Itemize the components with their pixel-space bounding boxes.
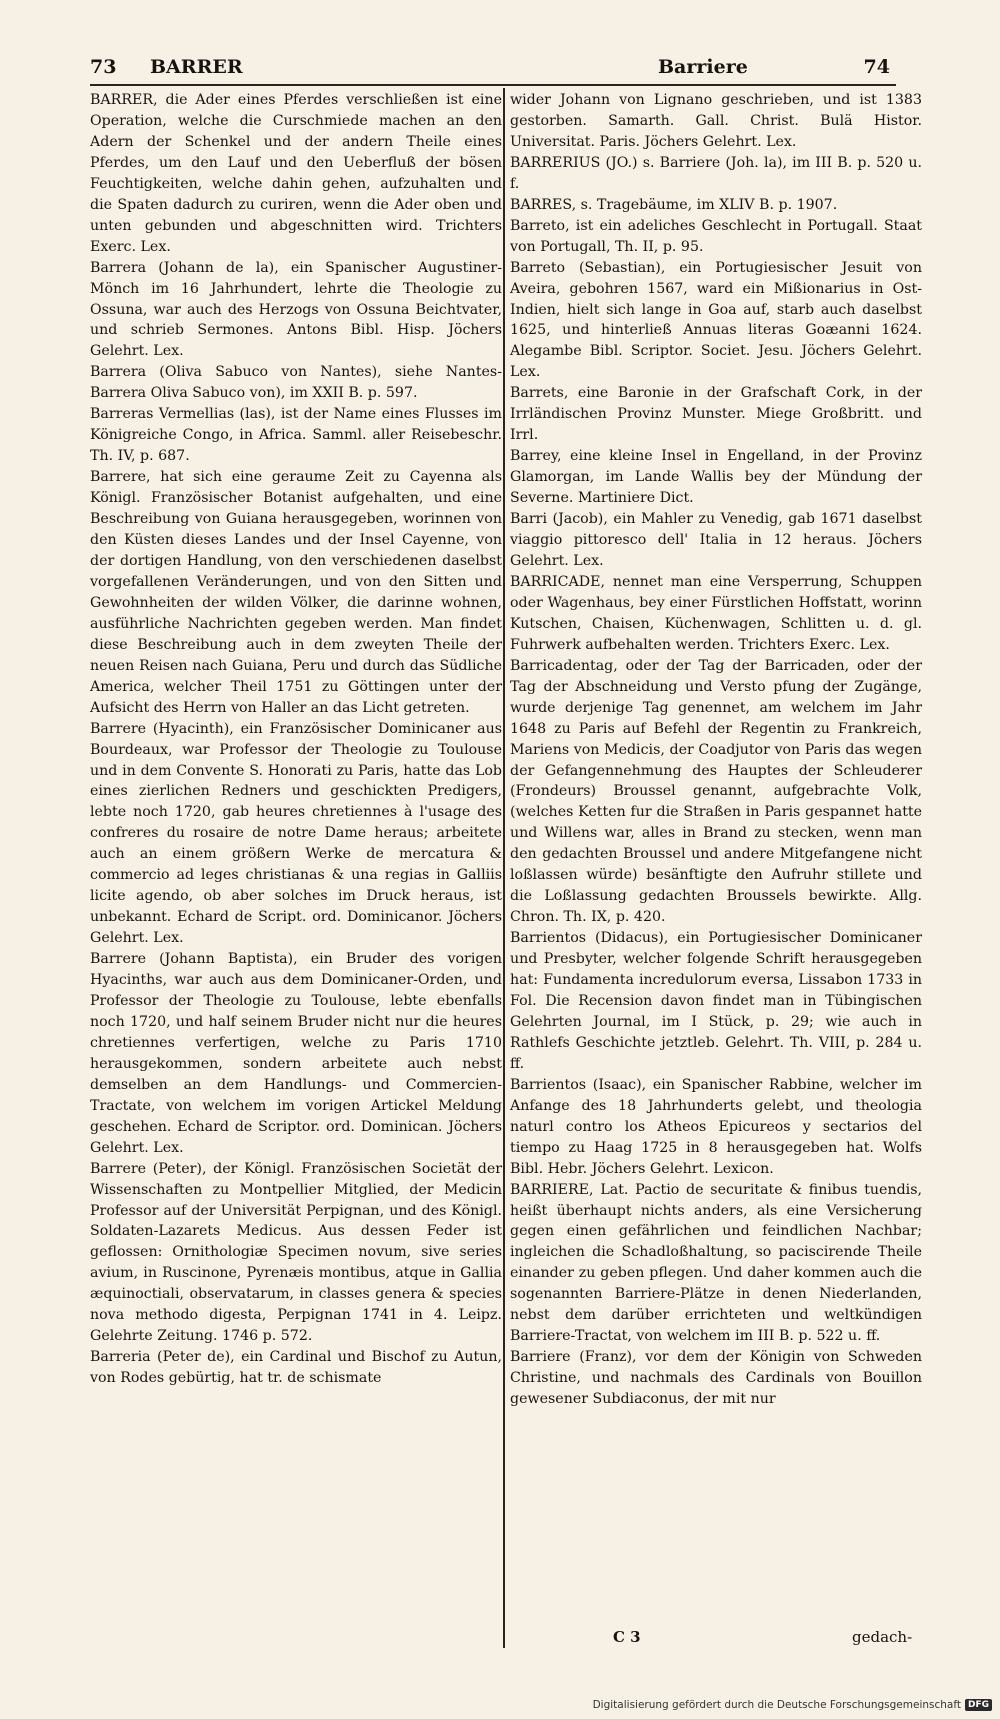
dictionary-entry: Barri (Jacob), ein Mahler zu Venedig, gab 1671 daselbst viaggio pittoresco dell' Italia in 12 heraus. Jöchers Gelehrt. Lex. <box>510 511 922 569</box>
left-column <box>90 90 502 1389</box>
dictionary-entry: BARRER, die Ader eines Pferdes verschließen ist eine Operation, welche die Curschmiede machen an den Adern der Schenkel und der andern Theile eines Pferdes, um den Lauf und den Ueberfluß der bösen Feuchtigkeiten, welche dahin gehen, aufzuhalten und die Spaten dadurch zu curiren, wenn die Ader oben und unten gebunden und abgeschnitten wird. Trichters Exerc. Lex. <box>90 92 502 255</box>
dictionary-entry: BARRES, s. Tragebäume, im XLIV B. p. 1907. <box>510 196 838 213</box>
dictionary-entry: Barrera (Johann de la), ein Spanischer Augustiner-Mönch im 16 Jahrhundert, lehrte die Theologie zu Ossuna, war auch des Herzogs von Ossuna Beichtvater, und schrieb Sermones. Antons Bibl. Hisp. Jöchers Gelehrt. Lex. <box>90 259 502 360</box>
page-number-right: 74 <box>863 56 890 78</box>
digitization-footer <box>593 1696 992 1714</box>
header-rule <box>90 84 896 86</box>
dictionary-entry: Barrere (Peter), der Königl. Französischen Societät der Wissenschaften zu Montpellier Mitglied, der Medicin Professor auf der Universität Perpignan, und des Königl. Soldaten-Lazarets Medicus. Aus dessen Feder ist geflossen: Ornithologiæ Specimen novum, sive series avium, in Ruscinone, Pyrenæis montibus, atque in Gallia æquinoctiali, observatarum, in classes genera & species nova methodo digesta, Perpignan 1741 in 4. Leipz. Gelehrte Zeitung. 1746 p. 572. <box>90 1160 502 1345</box>
dictionary-entry: Barrere, hat sich eine geraume Zeit zu Cayenna als Königl. Französischer Botanist aufgehalten, und eine Beschreibung von Guiana herausgegeben, worinnen von den Küsten dieses Landes und der Insel Cayenne, von der dortigen Handlung, von den verschiedenen daselbst vorgefallenen Veränderungen, und von den Sitten und Gewohnheiten der wilden Völker, die darinne wohnen, ausführliche Nachrichten gegeben werden. Man findet diese Beschreibung auch in dem zweyten Theile der neuen Reisen nach Guiana, Peru und durch das Südliche America, welcher Theil 1751 zu Göttingen unter der Aufsicht des Herrn von Haller an das Licht getreten. <box>90 469 502 716</box>
dictionary-entry: Barreto (Sebastian), ein Portugiesischer Jesuit von Aveira, gebohren 1567, ward ein Mißionarius in Ost-Indien, hielt sich lange in Goa auf, starb auch daselbst 1625, und hinterließ Annuas literas Goæanni 1624. Alegambe Bibl. Scriptor. Societ. Jesu. Jöchers Gelehrt. Lex. <box>510 259 922 381</box>
dictionary-entry: BARRERIUS (JO.) s. Barriere (Joh. la), im III B. p. 520 u. f. <box>510 154 922 192</box>
dictionary-entry: Barrets, eine Baronie in der Grafschaft Cork, in der Irrländischen Provinz Munster. Miege Großbritt. und Irrl. <box>510 385 922 444</box>
footer-text: Digitalisierung gefördert durch die Deutsche Forschungsgemeinschaft <box>592 1699 961 1711</box>
dictionary-entry: Barreto, ist ein adeliches Geschlecht in Portugall. Staat von Portugall, Th. II, p. 95. <box>510 217 922 255</box>
signature-mark: C 3 <box>613 1628 641 1646</box>
dictionary-entry: Barrey, eine kleine Insel in Engelland, in der Provinz Glamorgan, im Lande Wallis bey der Mündung der Severne. Martiniere Dict. <box>510 448 922 507</box>
dictionary-entry: Barrere (Johann Baptista), ein Bruder des vorigen Hyacinths, war auch aus dem Dominicaner-Orden, und Professor der Theologie zu Toulouse, lebte ebenfalls noch 1720, und half seinem Bruder nicht nur die heures chretiennes verfertigen, welche zu Paris 1710 herausgekommen, sondern arbeitete auch nebst demselben an dem Handlungs- und Commercien-Tractate, von welchem im vorigen Artickel Meldung geschehen. Echard de Scriptor. ord. Dominican. Jöchers Gelehrt. Lex. <box>90 951 502 1156</box>
dictionary-entry: Barreria (Peter de), ein Cardinal und Bischof zu Autun, von Rodes gebürtig, hat tr. de schismate <box>90 1349 502 1387</box>
dictionary-entry: Barrientos (Didacus), ein Portugiesischer Dominicaner und Presbyter, welcher folgende Schrift herausgegeben hat: Fundamenta incredulorum eversa, Lissabon 1733 in Fol. Die Recension davon findet man in Tübingischen Gelehrten Journal, im I Stück, p. 29; wie auch in Rathlefs Geschichte jetztleb. Gelehrt. Th. VIII, p. 284 u. ff. <box>510 930 922 1072</box>
headword-left: BARRER <box>150 56 243 78</box>
dictionary-entry: Barreras Vermellias (las), ist der Name eines Flusses im Königreiche Congo, in Africa. Samml. aller Reisebeschr. Th. IV, p. 687. <box>90 406 502 465</box>
running-header <box>90 56 890 86</box>
dictionary-entry: Barrera (Oliva Sabuco von Nantes), siehe Nantes-Barrera Oliva Sabuco von), im XXII B. p. 597. <box>90 364 502 402</box>
page-number-left: 73 <box>90 56 117 78</box>
headword-right: Barriere <box>658 56 748 78</box>
dictionary-entry: BARRIERE, Lat. Pactio de securitate & finibus tuendis, heißt überhaupt nichts anders, als eine Versicherung gegen einen gefährlichen und feindlichen Nachbar; ingleichen die Schadloßhaltung, so paciscirende Theile einander zu geben pflegen. Und daher kommen auch die sogenannten Barriere-Plätze in denen Niederlanden, nebst dem darüber errichteten und weltkündigen Barriere-Tractat, von welchem im III B. p. 522 u. ff. <box>510 1181 922 1345</box>
right-column <box>510 90 922 1410</box>
column-divider <box>503 88 505 1648</box>
dictionary-entry: Barrientos (Isaac), ein Spanischer Rabbine, welcher im Anfange des 18 Jahrhunderts gelebt, und theologia naturl contro los Atheos Epicureos y sectarios del tiempo zu Haag 1725 in 8 herausgegeben hat. Wolfs Bibl. Hebr. Jöchers Gelehrt. Lexicon. <box>510 1076 922 1177</box>
dictionary-entry: wider Johann von Lignano geschrieben, und ist 1383 gestorben. Samarth. Gall. Christ. Bulä Histor. Universitat. Paris. Jöchers Gelehrt. Lex. <box>510 92 922 150</box>
catchword: gedach- <box>852 1628 913 1646</box>
dictionary-entry: BARRICADE, nennet man eine Versperrung, Schuppen oder Wagenhaus, bey einer Fürstlichen Hoffstatt, worinn Kutschen, Chaisen, Küchenwagen, Schlitten u. d. gl. Fuhrwerk aufbehalten werden. Trichters Exerc. Lex. <box>510 573 922 653</box>
dictionary-entry: Barriere (Franz), vor dem der Königin von Schweden Christine, und nachmals des Cardinals von Bouillon gewesener Subdiaconus, der mit nur <box>510 1349 922 1408</box>
dictionary-entry: Barrere (Hyacinth), ein Französischer Dominicaner aus Bourdeaux, war Professor der Theologie zu Toulouse und in dem Convente S. Honorati zu Paris, hatte das Lob eines zierlichen Redners und geschickten Predigers, lebte noch 1720, gab heures chretiennes à l'usage des confreres du rosaire de notre Dame heraus; arbeitete auch an einem größern Werke de mercatura & commercio ad leges christianas & una regias in Galliis licite agendo, ob aber solches im Druck heraus, ist unbekannt. Echard de Script. ord. Dominicanor. Jöchers Gelehrt. Lex. <box>90 720 502 947</box>
dfg-logo-icon: DFG <box>965 1699 992 1711</box>
dictionary-entry: Barricadentag, oder der Tag der Barricaden, oder der Tag der Abschneidung und Versto pfung der Zugänge, wurde derjenige Tag genennet, am welchem im Jahr 1648 zu Paris auf Befehl der Regentin zu Frankreich, Mariens von Medicis, der Coadjutor von Paris das wegen der Gefangennehmung des Hauptes der Schleuderer (Frondeurs) Broussel genannt, aufgebrachte Volk, (welches Ketten fur die Straßen in Paris gespannet hatte und Willens war, alles in Brand zu stecken, wenn man den gedachten Broussel und andere Mitgefangene nicht loßlassen würde) besänftigte den Aufruhr stillete und die Loßlassung gedachten Broussels bewirkte. Allg. Chron. Th. IX, p. 420. <box>510 657 922 926</box>
